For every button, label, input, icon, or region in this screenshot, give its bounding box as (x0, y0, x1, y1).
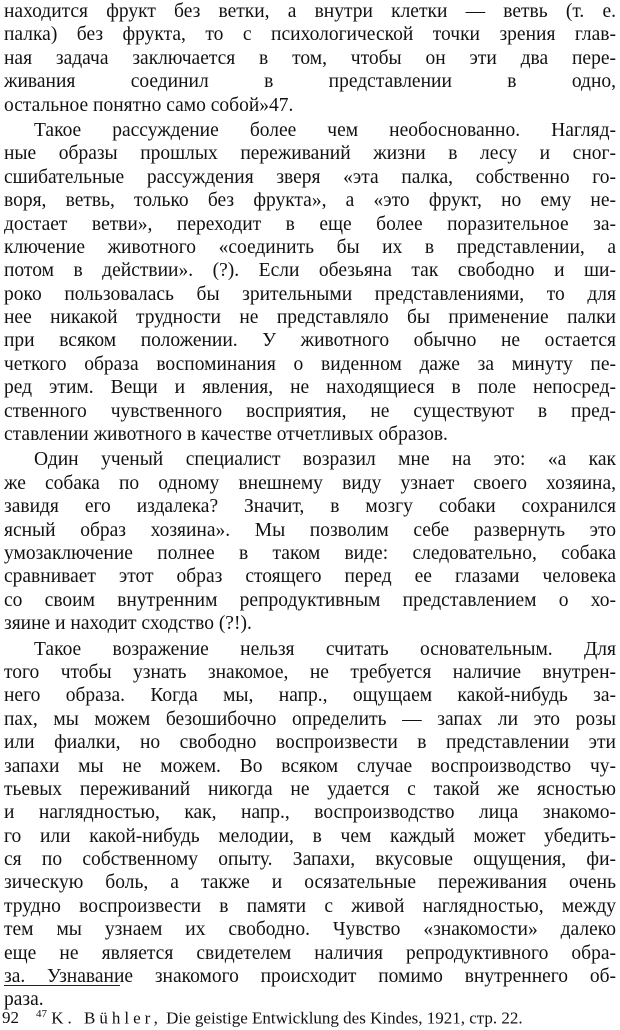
text-line: запахи мы не можем. Во всяком случае воспроизводство чу- (4, 755, 616, 777)
text-line: трудно воспроизвести в памяти с живой наглядностью, между (4, 895, 616, 917)
text-line: сшибательные рассуждения зверя «эта палка, собственно го- (4, 166, 616, 188)
footnote-author: K. Bühler, (51, 1008, 162, 1028)
footnote-divider (4, 985, 120, 986)
text-line: ред этим. Вещи и явления, не находящиеся в поле непосред- (4, 377, 616, 399)
text-line: еще не является свидетелем наличия репродуктивного обра- (4, 942, 616, 964)
text-line: ключение животного «соединить бы их в представлении, а (4, 236, 616, 258)
text-line: находится фрукт без ветки, а внутри клетки — ветвь (т. е. (4, 1, 616, 22)
text-line: Один ученый специалист возразил мне на это: «а как (34, 449, 616, 471)
text-line: зическую боль, а также и осязательные переживания очень (4, 872, 616, 894)
text-line: со своим внутренним репродуктивным представлением о хо- (4, 589, 616, 611)
body-text (4, 0, 616, 1012)
text-line: раза. (4, 989, 44, 1011)
text-line: ная задача заключается в том, чтобы он эти два пере- (4, 47, 616, 69)
text-line: воря, ветвь, только без фрукта», а «это фрукт, но ему не- (4, 190, 616, 212)
text-line: четкого образа воспоминания о виденном даже за минуту пе- (4, 353, 616, 375)
footnote-marker: 47 (36, 1008, 47, 1020)
text-line: живания соединил в представлении в одно, (4, 71, 616, 93)
text-line: достает ветви», переходит в еще более поразительное за- (4, 213, 616, 235)
text-line: сравнивает этот образ стоящего перед ее глазами человека (4, 566, 616, 588)
text-line: Такое возражение нельзя считать основательным. Для (34, 638, 616, 660)
text-line: умозаключение полнее в таком виде: следовательно, собака (4, 542, 616, 564)
text-line: ные образы прошлых переживаний жизни в лесу и сног- (4, 143, 616, 165)
text-line: нее никакой трудности не представляло бы применение палки (4, 307, 616, 329)
page-number: 92 (2, 1008, 19, 1027)
text-line: палка) без фрукта, то с психологической точки зрения глав- (4, 24, 616, 46)
text-line: зяине и находит сходство (?!). (4, 613, 252, 635)
text-line: ственного чувственного восприятия, не существуют в пред- (4, 400, 616, 422)
text-line: за. Узнавание знакомого происходит помимо внутреннего об- (4, 966, 616, 988)
footnote-text: Die geistige Entwicklung des Kindes, 1921, стр. 22. (166, 1008, 523, 1028)
text-line: или фиалки, но свободно воспроизвести в представлении эти (4, 732, 616, 754)
text-line: него образа. Когда мы, напр., ощущаем какой-нибудь за- (4, 685, 616, 707)
text-line: тем мы узнаем их свободно. Чувство «знакомости» далеко (4, 919, 616, 941)
footnote (36, 1004, 596, 1029)
text-line: пах, мы можем безошибочно определить — запах ли это розы (4, 708, 616, 730)
paragraph (4, 448, 616, 635)
paragraph (4, 119, 616, 446)
text-line: го или какой-нибудь мелодии, в чем каждый может убедить- (4, 825, 616, 847)
text-line: же собака по одному внешнему виду узнает своего хозяина, (4, 472, 616, 494)
text-line: при всяком положении. У животного обычно не остается (4, 330, 616, 352)
text-line: ся по собственному опыту. Запахи, вкусовые ощущения, фи- (4, 849, 616, 871)
paragraph (4, 638, 616, 1012)
text-line: завидя его издалека? Значит, в мозгу собаки сохранился (4, 496, 616, 518)
text-line: остальное понятно само собой»47. (4, 94, 294, 116)
text-line: и наглядностью, как, напр., воспроизводство лица знакомо- (4, 802, 616, 824)
text-line: Такое рассуждение более чем необоснованно. Нагляд- (34, 119, 616, 141)
text-line: роко пользовалась бы зрительными представлениями, то для (4, 283, 616, 305)
text-line: того чтобы узнать знакомое, не требуется наличие внутрен- (4, 661, 616, 683)
text-line: ставлении животного в качестве отчетливых образов. (4, 424, 448, 446)
text-line: ясный образ хозяина». Мы позволим себе развернуть это (4, 519, 616, 541)
paragraph (4, 0, 616, 117)
text-line: тьевых переживаний никогда не удается с такой же ясностью (4, 778, 616, 800)
text-line: потом в действии». (?). Если обезьяна так свободно и ши- (4, 260, 616, 282)
